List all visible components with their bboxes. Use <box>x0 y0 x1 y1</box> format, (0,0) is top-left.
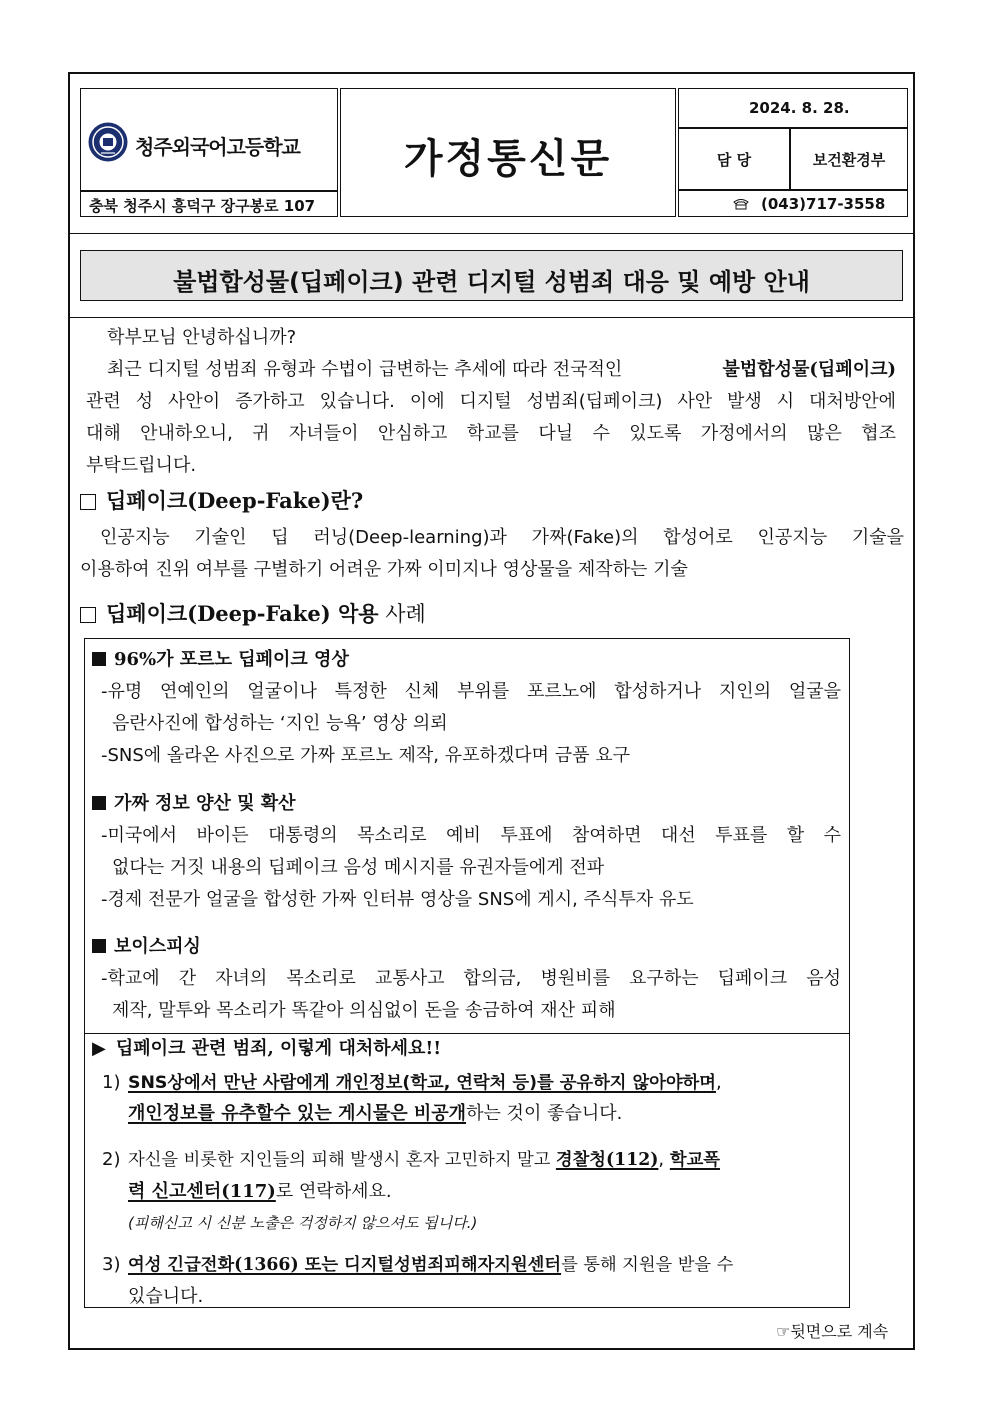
case2-title-text: 가짜 정보 양산 및 확산 <box>114 793 296 814</box>
intro-line-1 <box>107 359 896 381</box>
response-item-2-line-1 <box>102 1149 841 1171</box>
item3-support: 여성 긴급전화(1366) 또는 디지털성범죄피해자지원센터 <box>128 1255 562 1275</box>
response-item-1-line-1 <box>102 1072 841 1094</box>
phone-number: (043)717-3558 <box>761 195 886 213</box>
response-heading <box>92 1038 441 1060</box>
issue-date: 2024. 8. 28. <box>749 99 850 117</box>
continue-note: ☞뒷면으로 계속 <box>776 1322 889 1341</box>
section1-line-1: 인공지능 기술인 딥 러닝(Deep-learning)과 가짜(Fake)의 합성어로 인공지능 기술을 <box>100 527 904 548</box>
intro-line-3: 대해 안내하오니, 귀 자녀들이 안심하고 학교를 다닐 수 있도록 가정에서의 많은 협조 <box>86 423 896 444</box>
deepfake-term: 불법합성물(딥페이크) <box>722 359 896 380</box>
item2-text: 자신을 비롯한 지인들의 피해 발생시 혼자 고민하지 말고 <box>128 1150 556 1170</box>
phone-cell <box>678 190 908 217</box>
bullet-square-icon <box>92 939 106 953</box>
case1-title <box>92 649 349 671</box>
school-emblem-icon <box>87 121 129 163</box>
telephone-icon <box>733 198 749 210</box>
case3-title-text: 보이스피싱 <box>114 936 201 957</box>
item1-advice-2-tail: 하는 것이 좋습니다. <box>466 1103 623 1124</box>
case3-title <box>92 936 201 958</box>
case3-line-1: -학교에 간 자녀의 목소리로 교통사고 합의금, 병원비를 요구하는 딥페이크 음성 <box>101 968 841 989</box>
response-item-1-line-2 <box>128 1103 622 1125</box>
bullet-square-icon <box>92 652 106 666</box>
item2-number: 2) <box>102 1149 121 1170</box>
greeting: 학부모님 안녕하십니까? <box>107 327 297 348</box>
item3-number: 3) <box>102 1254 121 1275</box>
main-title-box <box>80 250 903 301</box>
section1-line-2: 이용하여 진위 여부를 구별하기 어려운 가짜 이미지나 영상물을 제작하는 기술 <box>80 559 688 580</box>
item1-comma: , <box>715 1072 722 1093</box>
item2-comma: , <box>658 1149 670 1170</box>
triangle-right-icon: ▶ <box>92 1038 106 1059</box>
response-item-3-line-1 <box>102 1254 841 1276</box>
school-violence-center-a: 학교폭 <box>669 1150 720 1170</box>
section2-heading <box>80 601 426 627</box>
rule-bottom <box>68 317 915 318</box>
section2-heading-rest: 사례 <box>378 602 426 626</box>
doc-title-cell <box>340 88 676 217</box>
intro-line-4: 부탁드립니다. <box>86 455 197 476</box>
response-heading-text: 딥페이크 관련 범죄, 이렇게 대처하세요!! <box>115 1038 442 1059</box>
item1-advice-1: SNS상에서 만난 사람에게 개인정보(학교, 연락처 등)를 공유하지 않아야하며 <box>128 1073 716 1093</box>
response-item-2-line-2 <box>128 1181 392 1203</box>
item1-advice-2: 개인정보를 유추할수 있는 게시물은 비공개 <box>128 1103 467 1124</box>
address-cell <box>80 191 338 217</box>
main-title: 불법합성물(딥페이크) 관련 디지털 성범죄 대응 및 예방 안내 <box>173 268 810 296</box>
school-violence-center-b: 력 신고센터(117) <box>128 1181 276 1202</box>
police-contact: 경찰청(112) <box>555 1150 659 1170</box>
case1-line-3: -SNS에 올라온 사진으로 가짜 포르노 제작, 유포하겠다며 금품 요구 <box>101 745 631 766</box>
case1-line-1: -유명 연예인의 얼굴이나 특정한 신체 부위를 포르노에 합성하거나 지인의 얼굴을 <box>101 681 841 702</box>
case2-title <box>92 793 296 815</box>
checkbox-square-icon <box>80 494 96 510</box>
case2-line-3: -경제 전문가 얼굴을 합성한 가짜 인터뷰 영상을 SNS에 게시, 주식투자 유도 <box>101 889 694 910</box>
school-address: 충북 청주시 흥덕구 장구봉로 107 <box>89 197 316 215</box>
intro-line-2: 관련 성 사안이 증가하고 있습니다. 이에 디지털 성범죄(딥페이크) 사안 발생 시 대처방안에 <box>86 391 896 412</box>
section1-heading-text: 딥페이크(Deep-Fake)란? <box>106 488 364 513</box>
department-cell <box>790 128 908 190</box>
case2-line-1: -미국에서 바이든 대통령의 목소리로 예비 투표에 참여하면 대선 투표를 할 수 <box>101 825 841 846</box>
section2-heading-bold: 딥페이크(Deep-Fake) 악용 <box>106 601 379 626</box>
doc-title: 가정통신문 <box>403 136 613 182</box>
section1-heading <box>80 488 363 514</box>
bullet-square-icon <box>92 796 106 810</box>
contact-label: 담 당 <box>716 151 752 169</box>
date-cell <box>678 88 908 128</box>
response-item-3-line-2: 있습니다. <box>128 1286 204 1307</box>
item3-tail: 를 통해 지원을 받을 수 <box>561 1255 734 1275</box>
rule-top <box>68 233 915 234</box>
contact-label-cell <box>678 128 790 190</box>
case3-line-2: 제작, 말투와 목소리가 똑같아 의심없이 돈을 송금하여 재산 피해 <box>112 1000 616 1021</box>
school-name: 청주외국어고등학교 <box>135 135 300 159</box>
item1-number: 1) <box>102 1072 121 1093</box>
response-item-2-note: (피해신고 시 신분 노출은 걱정하지 않으셔도 됩니다.) <box>128 1214 478 1232</box>
department: 보건환경부 <box>812 151 886 169</box>
case1-line-2: 음란사진에 합성하는 ‘지인 능욕’ 영상 의뢰 <box>112 713 448 734</box>
intro-line-1-text: 최근 디지털 성범죄 유형과 수법이 급변하는 추세에 따라 전국적인 <box>107 359 623 380</box>
case1-title-text: 96%가 포르노 딥페이크 영상 <box>114 649 349 670</box>
checkbox-square-icon <box>80 607 96 623</box>
case2-line-2: 없다는 거짓 내용의 딥페이크 음성 메시지를 유권자들에게 전파 <box>112 857 605 878</box>
school-cell <box>80 88 338 191</box>
item2-tail: 로 연락하세요. <box>275 1181 392 1202</box>
